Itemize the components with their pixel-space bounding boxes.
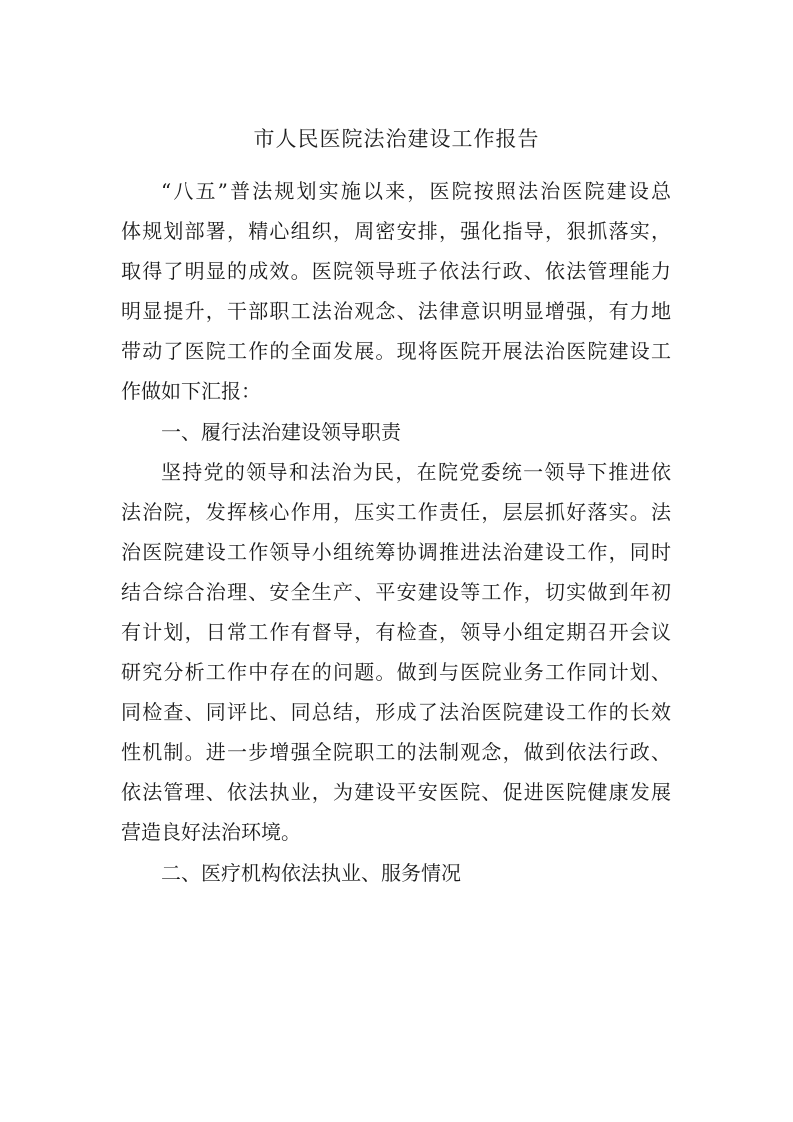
paragraph-line: 结合综合治理、安全生产、平安建设等工作，切实做到年初 [121,580,671,604]
paragraph-line: 作做如下汇报： [121,379,261,403]
paragraph-line: 取得了明显的成效。医院领导班子依法行政、依法管理能力 [121,259,671,283]
paragraph-line: 法治院，发挥核心作用，压实工作责任，层层抓好落实。法 [121,500,671,524]
paragraph-line: 同检查、同评比、同总结，形成了法治医院建设工作的长效 [121,700,671,724]
paragraph-line: 营造良好法治环境。 [121,820,301,844]
paragraph-line: 坚持党的领导和法治为民，在院党委统一领导下推进依 [161,460,671,484]
paragraph-line: 性机制。进一步增强全院职工的法制观念，做到依法行政、 [121,740,671,764]
paragraph-line: 有计划，日常工作有督导，有检查，领导小组定期召开会议 [121,620,671,644]
paragraph-line: 明显提升，干部职工法治观念、法律意识明显增强，有力地 [121,299,671,323]
paragraph-line: 依法管理、依法执业，为建设平安医院、促进医院健康发展 [121,780,671,804]
paragraph-line: 带动了医院工作的全面发展。现将医院开展法治医院建设工 [121,339,671,363]
paragraph-line: 体规划部署，精心组织，周密安排，强化指导，狠抓落实， [121,219,671,243]
paragraph-line: “八五”普法规划实施以来，医院按照法治医院建设总 [161,179,671,203]
paragraph-line: 治医院建设工作领导小组统筹协调推进法治建设工作，同时 [121,540,671,564]
paragraph-line: 研究分析工作中存在的问题。做到与医院业务工作同计划、 [121,660,671,684]
document-title: 市人民医院法治建设工作报告 [253,127,540,151]
section-heading: 二、医疗机构依法执业、服务情况 [161,861,461,885]
section-heading: 一、履行法治建设领导职责 [161,420,401,444]
